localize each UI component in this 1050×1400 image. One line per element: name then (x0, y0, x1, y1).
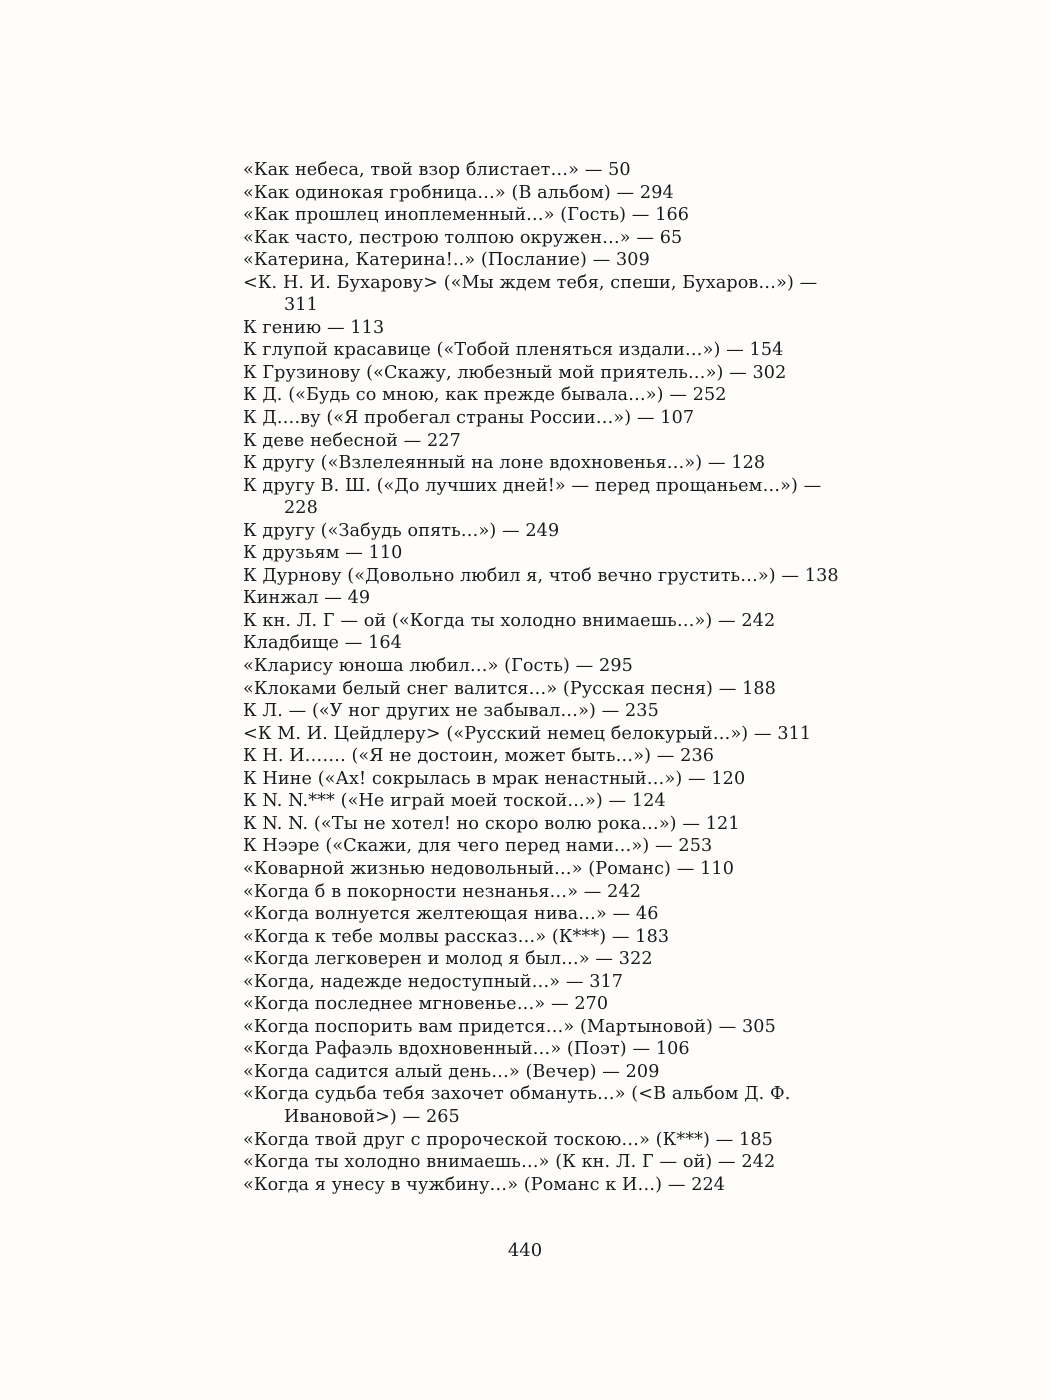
index-entry: «Как прошлец иноплеменный…» (Гость) — 166 (243, 205, 690, 226)
index-entry: «Кларису юноша любил…» (Гость) — 295 (243, 656, 633, 677)
index-entry: «Когда я унесу в чужбину…» (Романс к И…) — 224 (243, 1174, 726, 1195)
index-entry: К друзьям — 110 (243, 543, 403, 564)
index-entry: К Нээре («Скажи, для чего перед нами…») — 253 (243, 836, 713, 857)
index-entry: К Нине («Ах! сокрылась в мрак ненастный…») — 120 (243, 768, 746, 789)
index-entry: Кинжал — 49 (243, 588, 371, 609)
index-entry: К глупой красавице («Тобой пленяться издали…») — 154 (243, 340, 784, 361)
index-entry: К другу В. Ш. («До лучших дней!» — перед прощаньем…») — 228 (243, 475, 822, 519)
index-entry: К другу («Забудь опять…») — 249 (243, 520, 560, 541)
index-entry: «Коварной жизнью недовольный…» (Романс) — 110 (243, 858, 734, 879)
index-list (243, 159, 843, 1196)
page-number: 440 (507, 1240, 543, 1261)
index-entry: «Когда б в покорности незнанья…» — 242 (243, 881, 642, 902)
index-entry: К Л. — («У ног других не забывал…») — 235 (243, 701, 659, 722)
index-entry: К другу («Взлелеянный на лоне вдохновенья…») — 128 (243, 453, 766, 474)
index-entry: Кладбище — 164 (243, 633, 402, 654)
index-entry: К Д. («Будь со мною, как прежде бывала…») — 252 (243, 385, 727, 406)
index-entry: «Когда волнуется желтеющая нива…» — 46 (243, 904, 659, 925)
index-entry: «Когда поспорить вам придется…» (Мартыновой) — 305 (243, 1016, 776, 1037)
index-entry: «Когда Рафаэль вдохновенный…» (Поэт) — 106 (243, 1039, 690, 1060)
index-entry: «Клоками белый снег валится…» (Русская песня) — 188 (243, 678, 776, 699)
index-entry: К Д….ву («Я пробегал страны России…») — 107 (243, 408, 695, 429)
index-entry: К N. N.*** («Не играй моей тоской…») — 124 (243, 791, 666, 812)
index-entry: К гению — 113 (243, 317, 385, 338)
index-entry: «Когда легковерен и молод я был…» — 322 (243, 949, 653, 970)
index-entry: К деве небесной — 227 (243, 430, 461, 451)
index-entry: «Когда к тебе молвы рассказ…» (К***) — 183 (243, 926, 670, 947)
index-entry: «Катерина, Катерина!..» (Послание) — 309 (243, 250, 650, 271)
index-entry: «Как одинокая гробница…» (В альбом) — 294 (243, 182, 674, 203)
index-entry: «Когда судьба тебя захочет обмануть…» (<В альбом Д. Ф. Ивановой>) — 265 (243, 1084, 791, 1127)
index-entry: К Дурнову («Довольно любил я, чтоб вечно грустить…») — 138 (243, 565, 839, 586)
index-entry: <К. Н. И. Бухарову> («Мы ждем тебя, спеши, Бухаров…») — 311 (243, 272, 818, 316)
index-entry: «Когда садится алый день…» (Вечер) — 209 (243, 1061, 660, 1082)
index-entry: «Как часто, пестрою толпою окружен…» — 65 (243, 227, 683, 248)
index-entry: «Когда твой друг с пророческой тоскою…» (К***) — 185 (243, 1129, 773, 1150)
index-entry: К кн. Л. Г — ой («Когда ты холодно внимаешь…») — 242 (243, 610, 776, 631)
index-entry: К N. N. («Ты не хотел! но скоро волю рока…») — 121 (243, 813, 740, 834)
index-entry: К Н. И……. («Я не достоин, может быть…») — 236 (243, 746, 715, 767)
index-entry: К Грузинову («Скажу, любезный мой приятель…») — 302 (243, 362, 787, 383)
index-entry: «Когда последнее мгновенье…» — 270 (243, 994, 609, 1015)
index-entry: «Как небеса, твой взор блистает…» — 50 (243, 160, 631, 180)
index-entry: <К М. И. Цейдлеру> («Русский немец белокурый…») — 311 (243, 723, 812, 744)
index-entry: «Когда ты холодно внимаешь…» (К кн. Л. Г — ой) — 242 (243, 1152, 776, 1173)
index-entry: «Когда, надежде недоступный…» — 317 (243, 971, 624, 992)
